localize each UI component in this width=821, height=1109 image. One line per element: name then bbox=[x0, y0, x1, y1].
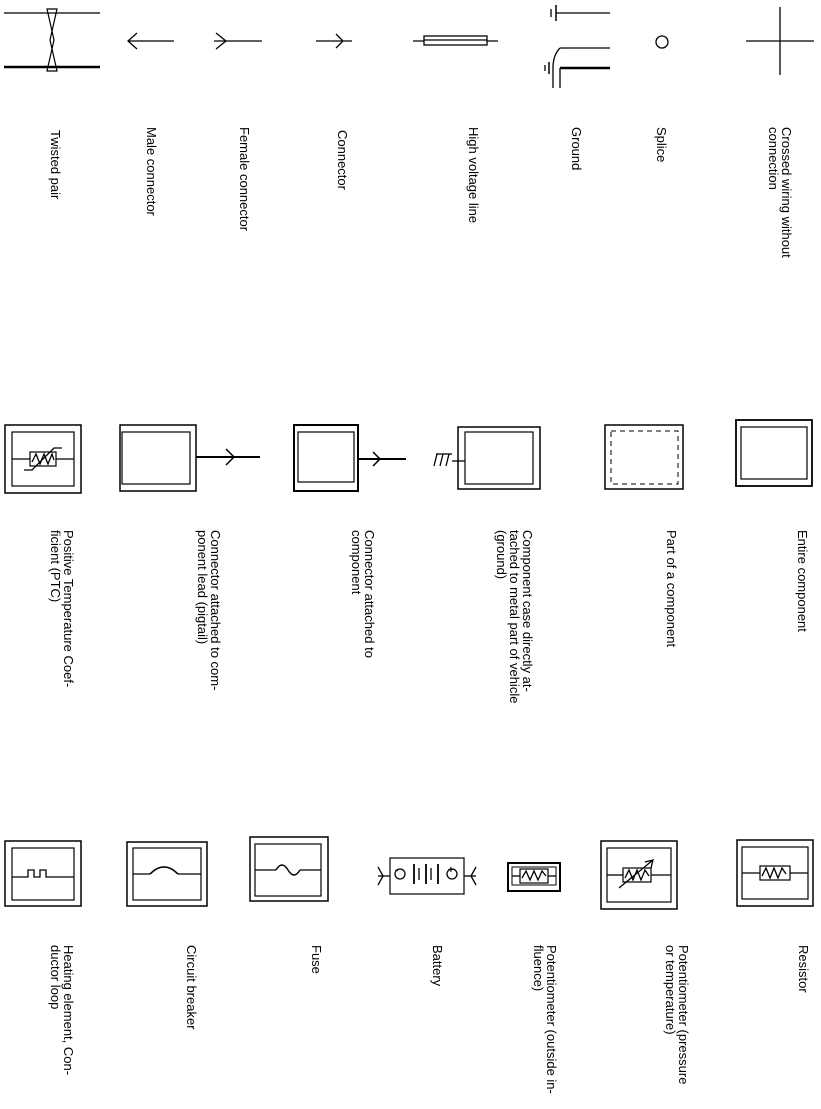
twisted-pair-icon bbox=[4, 9, 100, 71]
ground-icon bbox=[545, 5, 610, 88]
ptc-icon bbox=[5, 425, 81, 493]
battery-icon bbox=[378, 858, 476, 894]
fuse-label: Fuse bbox=[309, 945, 324, 974]
crossed-wiring-icon bbox=[746, 7, 814, 75]
component-case-ground-label: Component case directly at- tached to metal part of vehicle (ground) bbox=[494, 530, 535, 704]
potentiometer-pressure-icon bbox=[601, 841, 677, 909]
circuit-breaker-icon bbox=[127, 842, 207, 906]
connector-component-label: Connector attached to component bbox=[349, 530, 377, 658]
fuse-icon bbox=[250, 837, 328, 901]
splice-label: Splice bbox=[654, 127, 669, 163]
connector-pigtail-label: Connector attached to com- ponent lead (pigtail) bbox=[195, 530, 223, 691]
male-connector-label: Male connector bbox=[144, 127, 159, 216]
battery-label: Battery bbox=[430, 945, 445, 987]
connector-pigtail-icon bbox=[120, 425, 260, 491]
heating-element-icon bbox=[5, 841, 81, 906]
heating-element-label: Heating element, Con- ductor loop bbox=[48, 945, 76, 1076]
resistor-icon bbox=[737, 840, 813, 906]
high-voltage-line-icon bbox=[413, 36, 498, 45]
entire-component-label: Entire component bbox=[795, 530, 810, 632]
part-of-component-label: Part of a component bbox=[664, 530, 679, 648]
entire-component-icon bbox=[736, 420, 812, 486]
ptc-label: Positive Temperature Coef- ficient (PTC) bbox=[48, 530, 76, 688]
connector-label: Connector bbox=[335, 130, 350, 190]
ground-label: Ground bbox=[569, 127, 584, 171]
connector-icon bbox=[316, 34, 352, 48]
connector-component-icon bbox=[294, 425, 406, 491]
battery-minus-sign: - bbox=[395, 865, 399, 876]
twisted-pair-label: Twisted pair bbox=[48, 130, 63, 200]
male-connector-icon bbox=[128, 33, 174, 49]
female-connector-icon bbox=[214, 33, 262, 49]
component-case-ground-icon bbox=[434, 427, 540, 489]
female-connector-label: Female connector bbox=[237, 127, 252, 232]
crossed-wiring-label: Crossed wiring without connection bbox=[766, 127, 794, 258]
splice-icon bbox=[656, 36, 668, 48]
resistor-label: Resistor bbox=[796, 945, 811, 993]
part-of-component-icon bbox=[605, 425, 683, 489]
potentiometer-outside-icon bbox=[508, 863, 560, 891]
potentiometer-pressure-label: Potentiometer (pressure or temperature) bbox=[663, 945, 691, 1085]
potentiometer-outside-label: Potentiometer (outside in- fluence) bbox=[531, 945, 559, 1094]
circuit-breaker-label: Circuit breaker bbox=[184, 945, 199, 1030]
high-voltage-line-label: High voltage line bbox=[466, 127, 481, 224]
battery-plus-sign: + bbox=[448, 865, 454, 876]
